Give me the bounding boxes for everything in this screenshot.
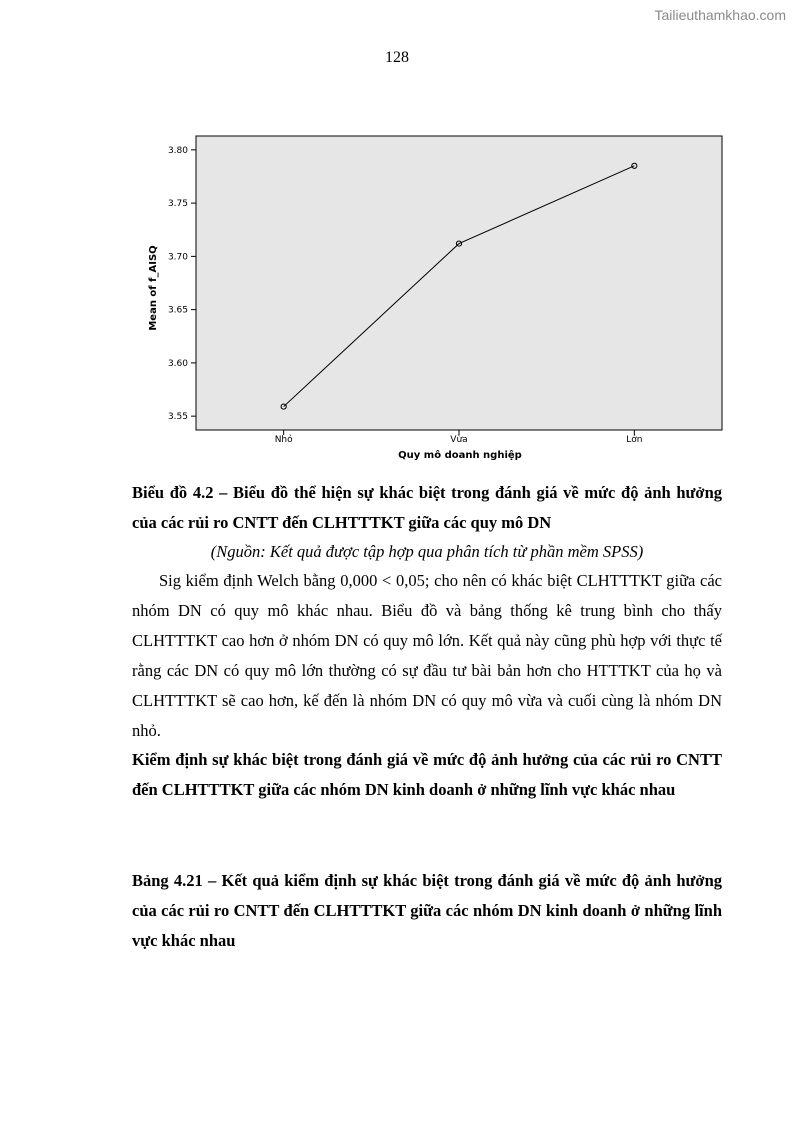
x-tick-label: Lớn	[626, 435, 643, 445]
y-tick-label: 3.65	[167, 305, 188, 316]
page-number: 128	[385, 49, 409, 66]
y-axis-title: Mean of f_AISQ	[148, 245, 159, 331]
y-tick-label: 3.55	[167, 412, 188, 423]
y-tick-label: 3.80	[167, 145, 188, 156]
x-tick-label: Nhỏ	[274, 435, 293, 445]
chart-svg	[130, 130, 730, 470]
y-tick-label: 3.60	[167, 358, 188, 369]
watermark: Tailieuthamkhao.com	[654, 7, 786, 23]
x-tick-label: Vừa	[450, 435, 468, 445]
plot-area	[196, 136, 722, 430]
body-paragraph: Sig kiểm định Welch bằng 0,000 < 0,05; cho nên có khác biệt CLHTTTKT giữa các nhóm DN có quy mô khác nhau. Biểu đồ và bảng thống kê trung bình cho thấy CLHTTTKT cao hơn ở nhóm DN có quy mô lớn. Kết quả này cũng phù hợp với thực tế rằng các DN có quy mô lớn thường có sự đầu tư bài bản hơn cho HTTTKT của họ và CLHTTTKT sẽ cao hơn, kế đến là nhóm DN có quy mô vừa và cuối cùng là nhóm DN nhỏ.	[132, 571, 722, 740]
y-tick-label: 3.75	[167, 199, 188, 210]
table-caption: Bảng 4.21 – Kết quả kiểm định sự khác biệt trong đánh giá về mức độ ảnh hưởng của các rủi ro CNTT đến CLHTTTKT giữa các nhóm DN kinh doanh ở những lĩnh vực khác nhau	[132, 871, 722, 950]
x-axis-title: Quy mô doanh nghiệp	[398, 450, 522, 461]
line-chart	[130, 130, 730, 470]
y-tick-label: 3.70	[167, 252, 188, 263]
figure-caption: Biểu đồ 4.2 – Biểu đồ thể hiện sự khác biệt trong đánh giá về mức độ ảnh hưởng của các rủi ro CNTT đến CLHTTTKT giữa các quy mô DN	[132, 483, 722, 532]
section-heading: Kiểm định sự khác biệt trong đánh giá về mức độ ảnh hưởng của các rủi ro CNTT đến CLHTTTKT giữa các nhóm DN kinh doanh ở những lĩnh vực khác nhau	[132, 750, 722, 799]
figure-source: (Nguồn: Kết quả được tập hợp qua phân tích từ phần mềm SPSS)	[210, 542, 644, 561]
